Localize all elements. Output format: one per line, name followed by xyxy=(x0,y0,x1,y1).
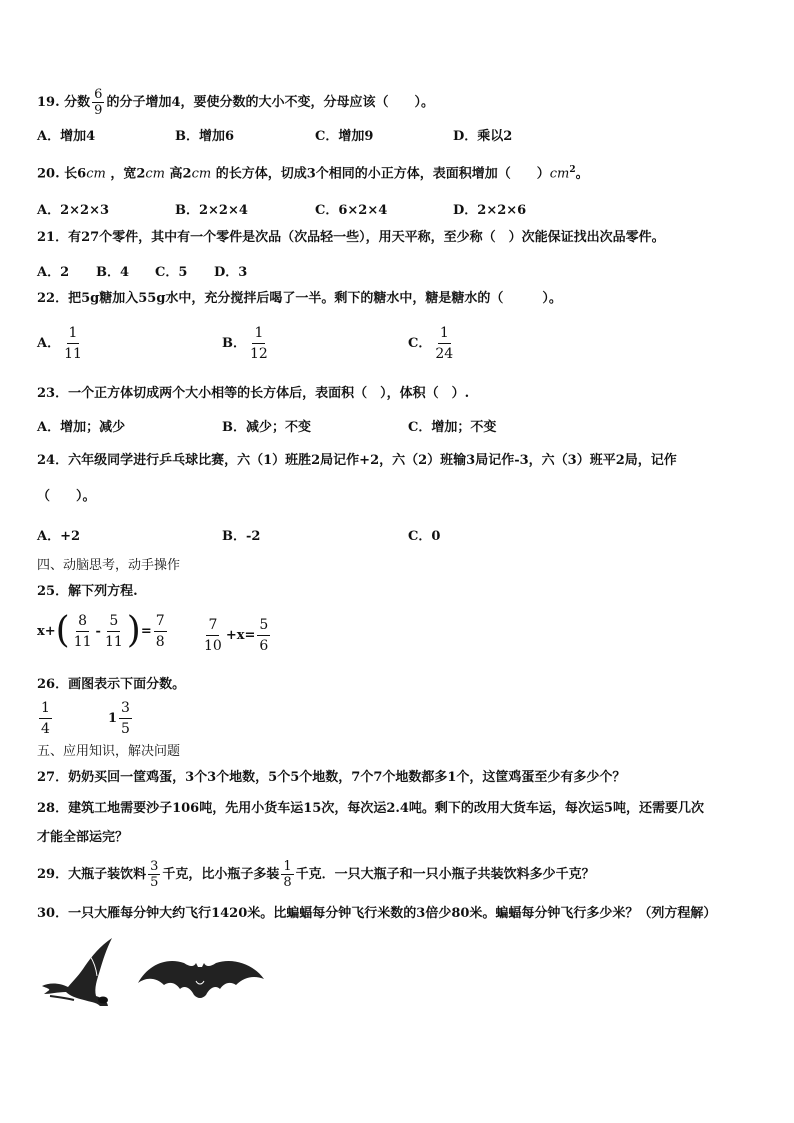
q26-mixed-number xyxy=(108,701,134,736)
q19-option-b[interactable]: B．增加6 xyxy=(175,129,235,144)
q21-option-b[interactable]: B．4 xyxy=(96,265,130,280)
q25-eq2-fraction-1 xyxy=(202,618,224,653)
q29-prefix: 29．大瓶子装饮料 xyxy=(37,867,147,882)
q29-f2-denominator: 8 xyxy=(283,875,292,890)
q26-f1-denominator: 4 xyxy=(41,721,50,737)
q21-option-a[interactable]: A．2 xyxy=(37,265,70,280)
q29-f2-numerator: 1 xyxy=(283,859,292,874)
q25-eq2-f1-numerator: 7 xyxy=(206,618,219,636)
q23-option-a[interactable]: A．增加；减少 xyxy=(37,420,126,435)
q20-unit-cm: cm xyxy=(191,166,212,182)
q20-square: 2 xyxy=(569,165,576,175)
q26-text: 26．画图表示下面分数。 xyxy=(37,677,186,692)
q25-eq1-left-paren: ( xyxy=(55,610,70,651)
q25-eq2-plus-x-equals: +x= xyxy=(225,628,256,643)
q27-text: 27．奶奶买回一筐鸡蛋，3个3个地数，5个5个地数，7个7个地数都多1个，这筐鸡蛋至少有多少个？ xyxy=(37,770,626,785)
q22-text: 22．把5g糖加入55g水中，充分搅拌后喝了一半。剩下的糖水中，糖是糖水的（ ）。 xyxy=(37,291,562,306)
q26-f2 xyxy=(119,701,132,736)
q20-option-c[interactable]: C．6×2×4 xyxy=(315,203,388,218)
q22-option-b[interactable] xyxy=(222,326,272,361)
q19-text xyxy=(37,88,434,117)
q22-option-a-label: A． xyxy=(37,336,61,351)
q26-f1 xyxy=(39,701,52,736)
q26-f1-numerator: 1 xyxy=(39,701,52,719)
q22-option-c[interactable] xyxy=(408,326,457,361)
q25-eq2-fraction-2 xyxy=(257,618,270,653)
q20-text xyxy=(37,161,589,183)
q29-middle: 千克，比小瓶子多装 xyxy=(162,867,280,882)
q25-eq1-fraction-1 xyxy=(72,614,94,649)
q22-b-denominator: 12 xyxy=(250,346,268,362)
q20-option-b[interactable]: B．2×2×4 xyxy=(175,203,248,218)
q24-blank: （ ）。 xyxy=(37,489,96,504)
q20-part-width: ，宽2 xyxy=(110,166,146,182)
q25-eq1-equals: = xyxy=(140,623,152,639)
q22-option-a-fraction xyxy=(62,326,84,361)
q19-prefix: 分数 xyxy=(64,95,91,110)
section-5-heading: 五、应用知识，解决问题 xyxy=(37,744,181,759)
q29-suffix: 千克．一只大瓶子和一只小瓶子共装饮料多少千克？ xyxy=(295,867,595,882)
q26-f2-numerator: 3 xyxy=(119,701,132,719)
q21-option-c[interactable]: C．5 xyxy=(155,265,188,280)
q20-option-a[interactable]: A．2×2×3 xyxy=(37,203,110,218)
q22-c-denominator: 24 xyxy=(435,346,454,362)
q26-f2-denominator: 5 xyxy=(121,721,130,737)
q26-f2-whole: 1 xyxy=(108,711,118,726)
q25-eq1-fraction-2 xyxy=(103,614,125,649)
q20-part-length: 长6 xyxy=(64,166,87,182)
goose-illustration xyxy=(40,936,115,1008)
q26-fraction-1 xyxy=(37,701,54,736)
q20-end: 。 xyxy=(575,166,589,182)
q24-option-a[interactable]: A．+2 xyxy=(37,529,81,544)
q20-part-height: 高2 xyxy=(169,166,192,182)
q25-eq2-f2-numerator: 5 xyxy=(257,618,270,636)
q25-eq2-f1-denominator: 10 xyxy=(204,638,222,654)
q25-eq1-f1-numerator: 8 xyxy=(76,614,89,632)
q21-option-d[interactable]: D．3 xyxy=(214,265,248,280)
q25-eq1-minus: - xyxy=(95,623,101,639)
q19-number: 19. xyxy=(37,95,60,110)
q20-unit-cm2: cm xyxy=(549,166,570,182)
q20-part-rest: 的长方体，切成3个相同的小正方体，表面积增加（ ） xyxy=(215,166,550,182)
q24-option-c[interactable]: C．0 xyxy=(408,529,441,544)
q20-unit-cm: cm xyxy=(86,166,106,182)
q22-option-a[interactable] xyxy=(37,326,86,361)
q25-eq1-fraction-3 xyxy=(154,614,167,649)
q28-text-line-2: 才能全部运完？ xyxy=(37,830,129,845)
q19-option-a[interactable]: A．增加4 xyxy=(37,129,96,144)
q19-suffix: 的分子增加4，要使分数的大小不变，分母应该（ ）。 xyxy=(106,95,434,110)
q20-option-d[interactable]: D．2×2×6 xyxy=(453,203,527,218)
q23-option-b[interactable]: B．减少；不变 xyxy=(222,420,311,435)
q21-text: 21．有27个零件，其中有一个零件是次品（次品轻一些），用天平称，至少称（ ）次能保证找出次品零件。 xyxy=(37,230,665,245)
q22-a-denominator: 11 xyxy=(64,346,82,362)
q19-fraction xyxy=(92,88,104,117)
q28-text-line-1: 28．建筑工地需要沙子106吨，先用小货车运15次，每次运2.4吨。剩下的改用大货车运，每次运5吨，还需要几次 xyxy=(37,801,704,816)
q25-equation-1 xyxy=(37,610,169,651)
q22-c-numerator: 1 xyxy=(438,326,451,344)
q25-eq1-f3-denominator: 8 xyxy=(155,633,165,650)
q25-eq1-f3-numerator: 7 xyxy=(154,614,167,632)
q19-fraction-denominator: 9 xyxy=(94,103,103,118)
q19-fraction-numerator: 6 xyxy=(94,87,103,102)
q23-option-c[interactable]: C．增加；不变 xyxy=(408,420,497,435)
q29-fraction-1 xyxy=(148,860,160,889)
q29-f1-denominator: 5 xyxy=(150,875,159,890)
q22-b-numerator: 1 xyxy=(252,326,265,344)
q25-eq1-f1-denominator: 11 xyxy=(73,633,92,650)
q19-option-d[interactable]: D．乘以2 xyxy=(453,129,513,144)
q30-text: 30．一只大雁每分钟大约飞行1420米。比蝙蝠每分钟飞行米数的3倍少80米。蝙蝠每分钟飞行多少米？（列方程解） xyxy=(37,906,717,921)
q29-fraction-2 xyxy=(281,860,293,889)
q25-eq1-right-paren: ) xyxy=(126,610,141,651)
q29-f1-numerator: 3 xyxy=(150,859,159,874)
q24-text: 24．六年级同学进行乒乓球比赛，六（1）班胜2局记作+2，六（2）班输3局记作-3，六（3）班平2局，记作 xyxy=(37,453,677,468)
section-4-heading: 四、动脑思考，动手操作 xyxy=(37,558,181,573)
q22-a-numerator: 1 xyxy=(67,326,80,344)
q25-eq1-f2-denominator: 11 xyxy=(104,633,123,650)
q22-option-c-label: C． xyxy=(408,336,432,351)
q22-option-b-fraction xyxy=(248,326,270,361)
q22-option-c-fraction xyxy=(433,326,455,361)
bat-illustration xyxy=(136,955,266,1003)
q20-unit-cm: cm xyxy=(145,166,165,182)
q23-text: 23．一个正方体切成两个大小相等的长方体后，表面积（ ），体积（ ）. xyxy=(37,386,470,401)
q25-eq2-f2-denominator: 6 xyxy=(259,638,269,654)
q20-number: 20. xyxy=(37,166,60,182)
q25-equation-2 xyxy=(200,618,272,653)
q19-option-c[interactable]: C．增加9 xyxy=(315,129,374,144)
q24-option-b[interactable]: B．-2 xyxy=(222,529,261,544)
q25-eq1-f2-numerator: 5 xyxy=(107,614,120,632)
q29-text xyxy=(37,860,595,889)
q25-text: 25．解下列方程. xyxy=(37,584,138,599)
q25-eq1-x-plus: x+ xyxy=(37,623,56,639)
q22-option-b-label: B． xyxy=(222,336,246,351)
